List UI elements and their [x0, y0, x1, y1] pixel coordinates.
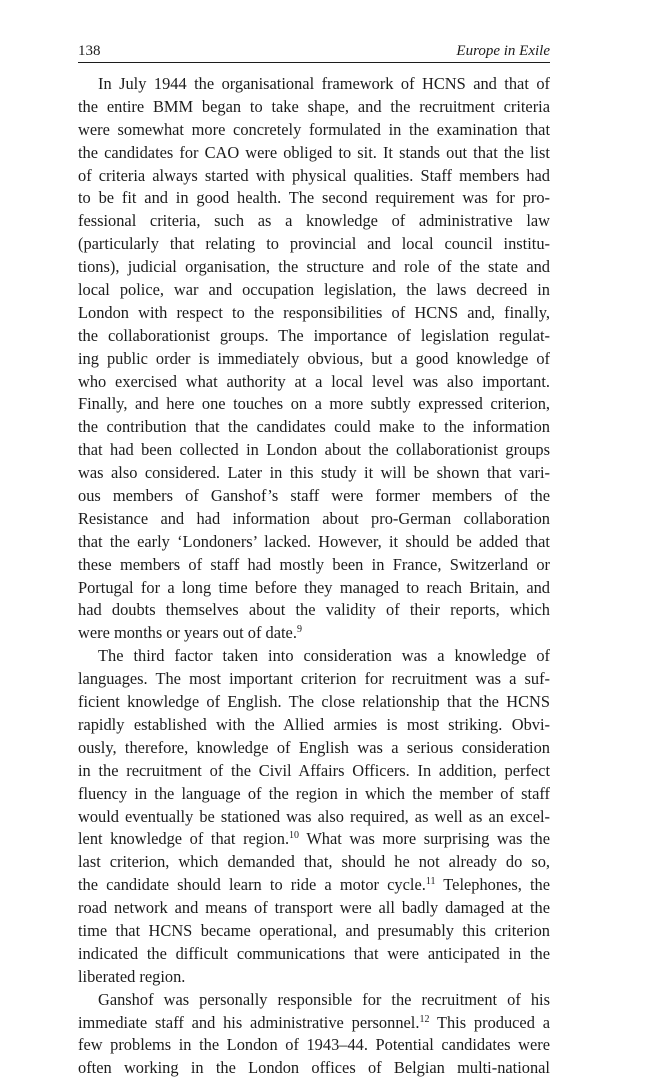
- running-head: [78, 40, 550, 63]
- text-line: last criterion, which demanded that, should he not already do so,: [78, 852, 550, 872]
- paragraph-1: [78, 73, 550, 645]
- text-line: fessional criteria, such as a knowledge of administrative law: [78, 211, 550, 231]
- footnote-marker-12: 12: [419, 1013, 430, 1025]
- text-line: Resistance and had information about pro-German collaboration: [78, 508, 550, 528]
- text-line: indicated the difficult communications that were anticipated in the: [78, 943, 550, 963]
- text-line: local police, war and occupation legislation, the laws decreed in: [78, 280, 550, 300]
- text-line: the collaborationist groups. The importance of legislation regulat-: [78, 325, 550, 345]
- text-line: the entire BMM began to take shape, and the recruitment criteria: [78, 96, 550, 116]
- text-line: In July 1944 the organisational framework of HCNS and that of: [98, 74, 550, 93]
- text-line: these members of staff had mostly been in France, Switzerland or: [78, 554, 550, 574]
- text-line: [78, 622, 550, 645]
- line-text: What was more surprising was the: [299, 829, 551, 849]
- text-line: had doubts themselves about the validity of their reports, which: [78, 600, 550, 620]
- text-line: [78, 874, 550, 897]
- text-line: was also considered. Later in this study it will be shown that vari-: [78, 463, 550, 483]
- text-line: ously, therefore, knowledge of English was a serious consideration: [78, 737, 550, 757]
- text-line: the candidates for CAO were obliged to sit. It stands out that the list: [78, 142, 550, 162]
- line-text: immediate staff and his administrative personnel.: [78, 1012, 420, 1032]
- text-line: ficient knowledge of English. The close relationship that the HCNS: [78, 692, 550, 712]
- book-page: [78, 40, 550, 1080]
- text-line: the contribution that the candidates could make to the information: [78, 417, 550, 437]
- paragraph-3: [78, 989, 550, 1080]
- text-line: often working in the London offices of Belgian multi-national: [78, 1058, 550, 1078]
- text-line: few problems in the London of 1943–44. Potential candidates were: [78, 1035, 550, 1055]
- text-line: ing public order is immediately obvious, but a good knowledge of: [78, 348, 550, 368]
- text-line: tions), judicial organisation, the structure and role of the state and: [78, 257, 550, 277]
- text-line: would eventually be stationed was also required, as well as an excel-: [78, 806, 550, 826]
- running-title: Europe in Exile: [456, 43, 550, 59]
- line-text: lent knowledge of that region.: [78, 829, 290, 849]
- text-line: time that HCNS became operational, and presumably this criterion: [78, 920, 550, 940]
- text-line: [78, 1012, 550, 1035]
- text-line: ous members of Ganshof’s staff were former members of the: [78, 486, 550, 506]
- footnote-marker-9: 9: [296, 624, 302, 636]
- text-line: (particularly that relating to provincial and local council institu-: [78, 234, 550, 254]
- text-line: road network and means of transport were all badly damaged at the: [78, 898, 550, 918]
- text-line: The third factor taken into consideration was a knowledge of: [98, 646, 550, 666]
- text-line: that had been collected in London about the collaborationist groups: [78, 440, 550, 460]
- body-text: [78, 73, 550, 1080]
- line-text: Telephones, the: [435, 875, 550, 895]
- line-text: were months or years out of date.: [78, 623, 297, 643]
- text-line: [78, 828, 550, 851]
- text-line: Finally, and here one touches on a more subtly expressed criterion,: [78, 394, 550, 414]
- text-line: were somewhat more concretely formulated in the examination that: [78, 119, 550, 139]
- text-line: that the early ‘Londoners’ lacked. However, it should be added that: [78, 531, 550, 551]
- line-text: the candidate should learn to ride a motor cycle.: [78, 875, 426, 895]
- text-line: to be fit and in good health. The second requirement was for pro-: [78, 188, 550, 208]
- text-line: Ganshof was personally responsible for the recruitment of his: [98, 989, 550, 1009]
- text-line: liberated region.: [78, 966, 186, 986]
- footnote-marker-11: 11: [425, 876, 436, 888]
- line-text: This produced a: [429, 1012, 550, 1032]
- text-line: languages. The most important criterion for recruitment was a suf-: [78, 669, 550, 689]
- text-line: of criteria always started with physical qualities. Staff members had: [78, 165, 550, 185]
- text-line: rapidly established with the Allied armies is most striking. Obvi-: [78, 714, 550, 734]
- text-line: fluency in the language of the region in which the member of staff: [78, 783, 550, 803]
- text-line: who exercised what authority at a local level was also important.: [78, 371, 550, 391]
- footnote-marker-10: 10: [289, 830, 300, 842]
- text-line: in the recruitment of the Civil Affairs Officers. In addition, perfect: [78, 760, 550, 780]
- paragraph-2: [78, 645, 550, 988]
- text-line: Portugal for a long time before they managed to reach Britain, and: [78, 577, 550, 597]
- text-line: London with respect to the responsibilities of HCNS and, finally,: [78, 302, 550, 322]
- page-number: 138: [78, 43, 101, 59]
